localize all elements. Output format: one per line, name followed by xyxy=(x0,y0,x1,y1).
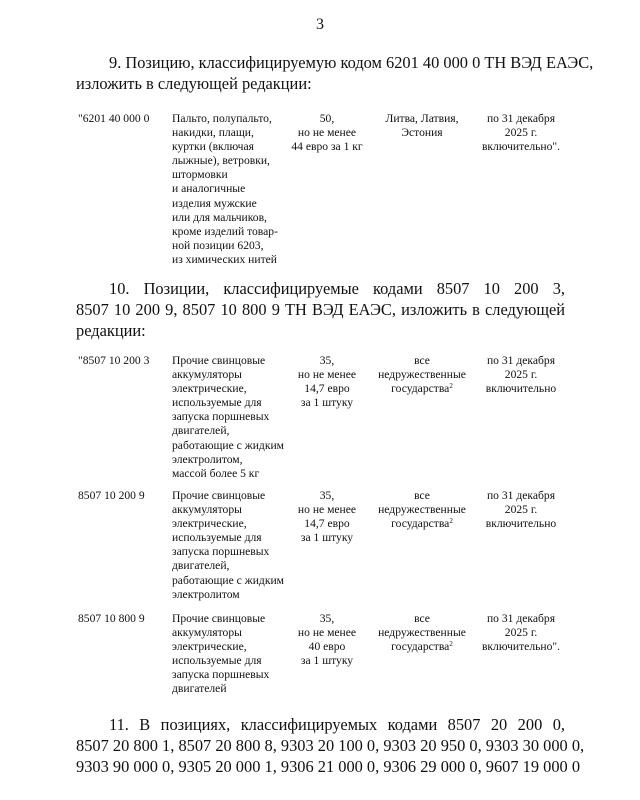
row-description: Пальто, полупальто, накидки, плащи, куртки (включая лыжные), ветровки, штормовки и аналогичные изделия мужские или для мальчиков, кроме изделий товар- ной позиции 6203, из химических нитей xyxy=(172,112,278,266)
row-description: Прочие свинцовые аккумуляторы электрические, используемые для запуска поршневых двигателей xyxy=(172,612,270,696)
row-code: "8507 10 200 3 xyxy=(78,354,150,367)
item-10-line-2: 8507 10 200 9, 8507 10 800 9 ТН ВЭД ЕАЭС, изложить в следующей xyxy=(76,300,565,319)
row-term: по 31 декабря 2025 г. включительно". xyxy=(481,112,561,154)
row-duty-rate: 35, но не менее 14,7 евро за 1 штуку xyxy=(297,354,357,410)
item-10-line-3: редакции: xyxy=(76,321,146,340)
page-number: 3 xyxy=(316,16,324,33)
item-11-paragraph xyxy=(76,714,585,777)
row-code: 8507 10 800 9 xyxy=(78,612,145,625)
row-countries-text: все недружественные государства xyxy=(378,354,466,396)
footnote-marker: 2 xyxy=(449,640,453,649)
footnote-marker: 2 xyxy=(449,517,453,526)
item-10-paragraph xyxy=(76,278,565,341)
row-countries xyxy=(372,612,472,654)
row-countries-text: все недружественные государства xyxy=(378,489,466,531)
row-countries-text: все недружественные государства xyxy=(378,612,466,654)
row-duty-rate: 35, но не менее 40 евро за 1 штуку xyxy=(297,612,357,668)
item-9-line-1: 9. Позицию, классифицируемую кодом 6201 40 000 0 ТН ВЭД ЕАЭС, xyxy=(109,53,594,72)
row-term: по 31 декабря 2025 г. включительно". xyxy=(481,612,561,654)
item-9-line-2: изложить в следующей редакции: xyxy=(76,74,312,93)
row-term: по 31 декабря 2025 г. включительно xyxy=(485,489,557,531)
row-duty-rate: 50, но не менее 44 евро за 1 кг xyxy=(291,112,363,154)
row-description: Прочие свинцовые аккумуляторы электрические, используемые для запуска поршневых двигателей, работающие с жидким электролитом, массой более 5 кг xyxy=(172,354,285,480)
item-11-line-3: 9303 90 000 0, 9305 20 000 1, 9306 21 000 0, 9306 29 000 0, 9607 19 000 0 xyxy=(76,757,581,776)
row-term: по 31 декабря 2025 г. включительно xyxy=(485,354,557,396)
row-code: "6201 40 000 0 xyxy=(78,112,150,125)
footnote-marker: 2 xyxy=(449,382,453,391)
row-countries xyxy=(372,489,472,531)
row-code: 8507 10 200 9 xyxy=(78,489,145,502)
row-description: Прочие свинцовые аккумуляторы электрические, используемые для запуска поршневых двигателей, работающие с жидким электролитом xyxy=(172,489,285,601)
item-11-line-1: 11. В позициях, классифицируемых кодами 8507 20 200 0, xyxy=(109,715,565,734)
row-duty-rate: 35, но не менее 14,7 евро за 1 штуку xyxy=(297,489,357,545)
item-10-line-1: 10. Позиции, классифицируемые кодами 8507 10 200 3, xyxy=(109,279,565,298)
row-countries: Литва, Латвия, Эстония xyxy=(385,112,459,140)
item-9-paragraph xyxy=(76,52,594,94)
row-countries xyxy=(372,354,472,396)
item-11-line-2: 8507 20 800 1, 8507 20 800 8, 9303 20 100 0, 9303 20 950 0, 9303 30 000 0, xyxy=(76,736,585,755)
